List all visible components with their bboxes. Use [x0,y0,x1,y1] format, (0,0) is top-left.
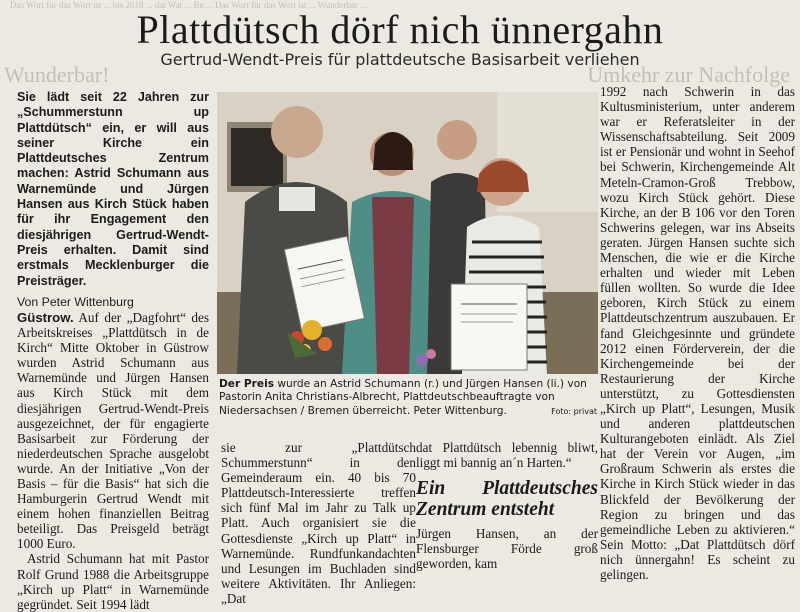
caption-lead: Der Preis [219,378,275,390]
paragraph: sie zur „Plattdütsch Schummerstunn“ in den Gemeinderaum ein. 40 bis 70 Plattdeutsch-Interessierte treffen sich fünf Mal im Jahr zu Talk up Platt. Auch organisiert sie die Gottesdienste „Kirch up Platt“ in Warnemünde. Rundfunkandachten und Lesungen im Buchladen sind weitere Aktivitäten. Ihr Anliegen: „Dat [221,440,416,606]
section-subheading: Ein Plattdeutsches Zentrum entsteht [416,478,598,521]
paragraph: 1992 nach Schwerin in das Kultusministerium, unter anderem war er Referatsleiter in der Wissenschaftsabteilung. Seit 2009 ist er Pensionär und wohnt in Seehof bei Schwerin, Kirchengemeinde Alt Meteln-Cramon-Groß Trebbow, wozu Kirch Stück gehört. Diese Kirche, an der B 106 vor den Toren Schwerins gelegen, war ins Abseits geraten. Jürgen Hansen suchte sich Menschen, die wie er die Kirche erhalten und wieder mit Leben füllen wollten. So wurde die Idee geboren, Kirch Stück zu einem Plattdeutschzentrum auszubauen. Er fand Gleichgesinnte und gründete 2012 einen Förderverein, der die Kirchengemeinde bei der Restaurierung der Kirche unterstützt, zu Gottesdiensten „Kirch up Platt“, Lesungen, Musik und anderen plattdeutschen Kulturangeboten einlädt. Als Ziel hat der Verein vor Augen, „im Großraum Schwerin als erstes die Kirche in Kirch Stück wieder in das Blickfeld der Bevölkerung der Region zu bringen und das gemeindliche Leben zu aktivieren.“ Sein Motto: „Dat Plattdütsch dörf nich ünnergahn! Es scheint zu gelingen. [600,84,795,582]
paragraph-text: Auf der „Dagfohrt“ des Arbeitskreises „Plattdütsch in de Kirch“ Mitte Oktober in Güstrow wurden Astrid Schumann aus Warnemünde und Jürgen Hansen aus Kirch Stück mit dem diesjährigen Gertrud-Wendt-Preis ausgezeichnet, der für engagierte Basisarbeit zur Förderung der niederdeutschen Sprache ausgelobt wurde. An der Initiative „Von der Basis – für die Basis“ hat sich die Hamburgerin Gertrud Wendt mit einem hohen finanziellen Beitrag beteiligt. Das Preisgeld beträgt 1000 Euro. [17,309,209,552]
paragraph [17,310,209,552]
photo-people-icon [217,92,598,374]
byline: Von Peter Wittenburg [17,294,134,309]
article-lead: Sie lädt seit 22 Jahren zur „Schummerstunn up Plattdütsch“ ein, er will aus seiner Kirche ein Plattdeutsches Zentrum machen: Astrid Schumann aus Warnemünde und Jürgen Hansen aus Kirch Stück haben für ihr Engagement den diesjährigen Gertrud-Wendt-Preis erhalten. Damit sind erstmals Mecklenburger die Preisträger. [17,90,209,288]
column-3 [416,440,598,571]
award-photo [217,92,598,374]
column-2 [221,440,416,606]
paragraph: Jürgen Hansen, an der Flensburger Förde groß geworden, kam [416,526,598,572]
bleed-through-right: Umkehr zur Nachfolge [587,62,790,87]
article-subheadline: Gertrud-Wendt-Preis für plattdeutsche Basisarbeit verliehen [160,50,640,69]
article-headline: Plattdütsch dörf nich ünnergahn [136,7,664,52]
bleed-through-top: Das Wort für das Wort ist ... bis 2018 ... dat Wat ... Bu ... Das Wort für das Wort ist ... Wunderbar ... [10,0,367,10]
photo-caption [219,378,597,418]
photo-credit: Foto: privat [551,406,597,416]
bleed-through-left: Wunderbar! [4,62,110,87]
paragraph: dat Plattdütsch lebennig bliwt, liggt mi bannig an´n Harten.“ [416,440,598,471]
dateline: Güstrow. [17,309,74,325]
column-4 [600,84,795,582]
paragraph: Astrid Schumann hat mit Pastor Rolf Grund 1988 die Arbeitsgruppe „Kirch up Platt“ in Warnemünde gegründet. Seit 1994 lädt [17,551,209,612]
column-1 [17,90,209,612]
caption-text: wurde an Astrid Schumann (r.) und Jürgen Hansen (li.) von Pastorin Anita Christians-Albrecht, Plattdeutschbeauftragte von Niedersachsen / Bremen überreicht. Peter Wittenburg. [219,378,587,417]
